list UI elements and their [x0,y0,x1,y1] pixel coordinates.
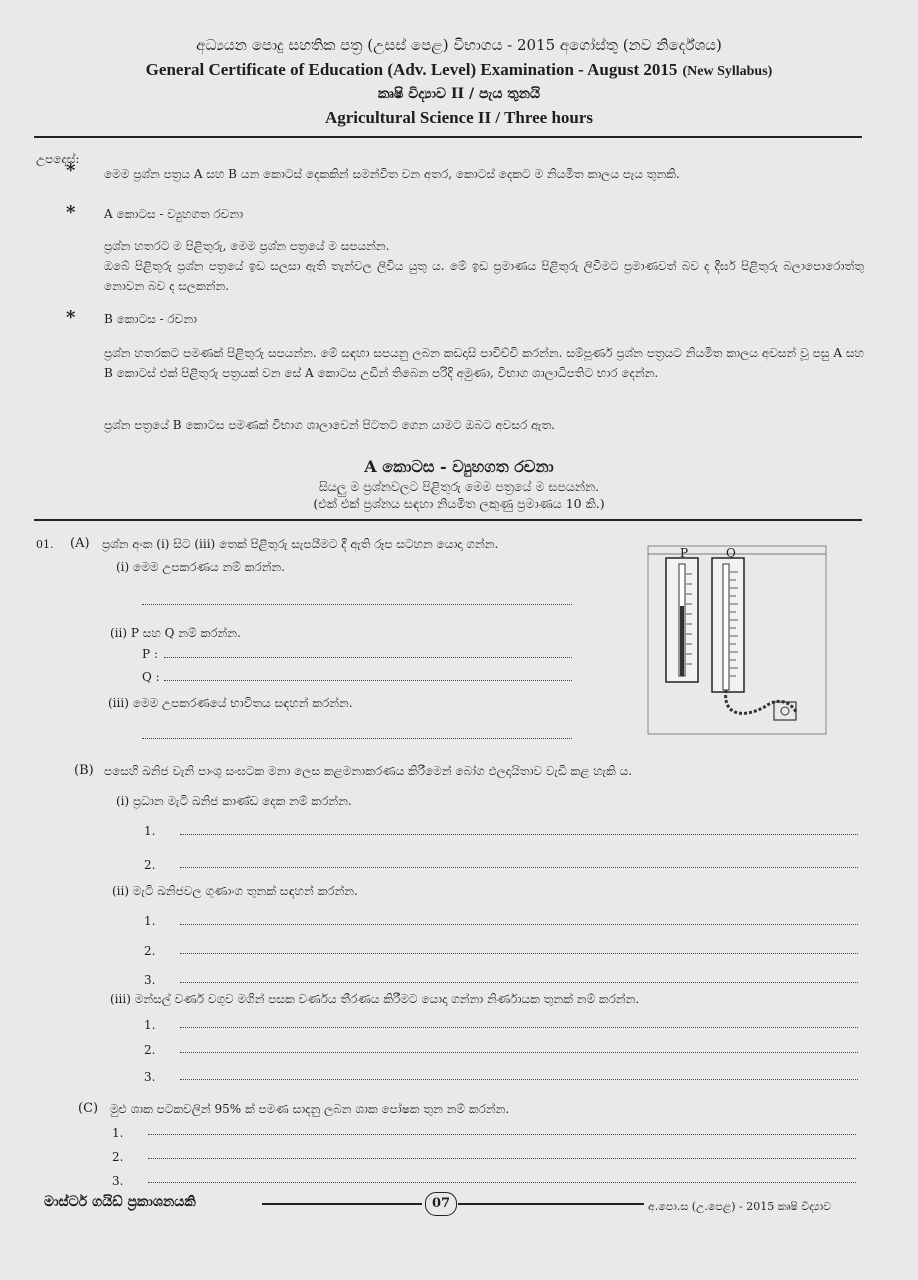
line-number: 3. [112,1174,124,1188]
part-a-divider [34,519,862,521]
header-english-title [0,60,918,80]
line-number: 2. [144,858,156,872]
reservoir [774,702,796,720]
line-number: 1. [144,1018,156,1032]
part-a-subtitle-1: සියලු ම ප්‍රශ්නවලට පිළිතුරු මෙම පත්‍රයේ ම සපයන්න. [318,479,600,494]
answer-line[interactable] [148,1182,856,1183]
answer-line[interactable] [142,738,572,739]
line-number: 1. [144,824,156,838]
q1-a-iii: (iii) මෙම උපකරණයේ භාවිතය සඳහන් කරන්න. [108,696,353,710]
manometer-diagram [646,544,828,736]
header-subject-sinhala: කෘෂි විද්‍යාව II / පැය තුනයි [377,86,541,102]
q1-a-i: (i) මෙම උපකරණය නම් කරන්න. [116,560,285,574]
bullet-star-1: * [66,160,76,181]
q1-b-ii: (ii) මැටි ඛනිජවල ගුණාංග තුනක් සඳහන් කරන්න. [112,884,358,898]
diagram-label-q: Q [726,546,736,560]
answer-line[interactable] [180,953,858,954]
answer-line-q[interactable] [164,680,572,681]
header-divider [34,136,862,138]
bullet-star-3: * [66,307,76,328]
answer-line[interactable] [180,834,858,835]
instruction-partb-text1: ප්‍රශ්න හතරකට පමණක් පිළිතුරු සපයන්න. මේ සඳහා සපයනු ලබන කඩදාසි පාවිච්චි කරන්න. සම්පූර්ණ ප්‍රශ්න පත්‍රයට නියමිත කාලය අවසන් වූ පසු A සහ B කොටස් එක් පිළිතුරු පත්‍රයක් වන සේ A කොටස උඩින් තිබෙන පරිදි අමුණා, විභාග ශාලාධිපතිට භාර දෙන්න. [104,346,864,380]
line-number: 3. [144,1070,156,1084]
instructions-label: උපදෙස්: [36,152,80,166]
q1-b-label: (B) [74,763,94,778]
q1-c-text: මුළු ශාක පටකවලින් 95% ක් පමණ සාදනු ලබන ශාක පෝෂක තුන නම් කරන්න. [110,1102,510,1116]
answer-line[interactable] [142,604,572,605]
line-number: 1. [144,914,156,928]
line-number: 1. [112,1126,124,1140]
footer-publisher: මාස්ටර් ගයිඩ් ප්‍රකාශනයකි [44,1194,196,1210]
q-tube [723,564,729,690]
answer-line[interactable] [180,867,858,868]
answer-line[interactable] [180,1052,858,1053]
part-a-subtitle-2: (එක් එක් ප්‍රශ්නය සඳහා නියමිත ලකුණු ප්‍රමාණය 10 කි.) [313,496,605,511]
line-number: 2. [144,944,156,958]
answer-line[interactable] [180,1079,858,1080]
footer-rule-right [458,1203,644,1205]
line-number: 2. [144,1043,156,1057]
diagram-label-p: P [680,546,689,560]
q1-b-iii: (iii) මන්සල් වර්ණ වගුව මගින් පසක වර්ණය තීරණය කිරීමට යොදා ගන්නා නිර්ණායක තුනක් නම් කරන්න. [110,992,640,1006]
q1-a-p-label: P : [142,647,158,661]
instruction-partb-heading: B කොටස - රචනා [104,312,198,326]
p-mercury-column [680,606,684,676]
bullet-star-2: * [66,202,76,223]
line-number: 2. [112,1150,124,1164]
instruction-parta-text1: ප්‍රශ්න හතරට ම පිළිතුරු, මෙම ප්‍රශ්න පත්‍රයේ ම සපයන්න. [104,239,390,253]
answer-line[interactable] [180,1027,858,1028]
answer-line[interactable] [180,924,858,925]
header-english-main: General Certificate of Education (Adv. Level) Examination - August 2015 [145,60,678,79]
line-number: 3. [144,973,156,987]
instruction-parta-heading: A කොටස - ව්‍යුහගත රචනා [104,207,244,221]
q1-b-i: (i) ප්‍රධාන මැටි ඛනිජ කාණ්ඩ දෙක නම් කරන්න. [116,794,352,808]
instruction-1: මෙම ප්‍රශ්න පත්‍රය A සහ B යන කොටස් දෙකකින් සමන්විත වන අතර, කොටස් දෙකට ම නියමිත කාලය පැය තුනකි. [104,167,680,181]
q1-a-ii: (ii) P සහ Q නම් කරන්න. [110,626,241,640]
part-a-title: A කොටස - ව්‍යුහගත රචනා [364,457,554,476]
q1-a-label: (A) [70,536,90,551]
footer-rule-left [262,1203,422,1205]
q1-a-text: ප්‍රශ්න අංක (i) සිට (iii) තෙක් පිළිතුරු සැපයීමට දී ඇති රූප සටහන යොදා ගන්න. [102,537,499,551]
instruction-parta-text2: ඔබේ පිළිතුරු ප්‍රශ්න පත්‍රයේ ඉඩ සලසා ඇති තැන්වල ලිවිය යුතු ය. මේ ඉඩ ප්‍රමාණය පිළිතුරු ලිවීමට ප්‍රමාණවත් බව ද දීර්ඝ පිළිතුරු බලාපොරොත්තු නොවන බව ද සලකන්න. [104,259,864,293]
answer-line-p[interactable] [164,657,572,658]
q1-a-q-label: Q : [142,670,160,684]
instruction-partb-text2: ප්‍රශ්න පත්‍රයේ B කොටස පමණක් විභාග ශාලාවෙන් පිටතට ගෙන යාමට ඔබට අවසර ඇත. [104,418,556,432]
header-sinhala-title: අධ්‍යයන පොදු සහතික පත්‍ර (උසස් පෙළ) විභාගය - 2015 අගෝස්තු (නව නිර්දේශය) [196,36,722,54]
q1-c-label: (C) [78,1101,99,1116]
answer-line[interactable] [148,1158,856,1159]
page-number: 07 [425,1192,457,1216]
question-number: 01. [36,538,54,551]
header-english-suffix: (New Syllabus) [682,64,773,79]
footer-right-text: අ.පො.ස (උ.පෙළ) - 2015 කෘෂි විද්‍යාව [648,1200,832,1213]
q1-b-text: පසෙහි ඛනිජ වැනි පාංශු සංඝටක මනා ලෙස කළමනාකරණය කිරීමෙන් බෝග ඵලදායිතාව වැඩි කළ හැකි ය. [104,764,633,778]
answer-line[interactable] [180,982,858,983]
header-subject-english: Agricultural Science II / Three hours [324,108,594,127]
answer-line[interactable] [148,1134,856,1135]
